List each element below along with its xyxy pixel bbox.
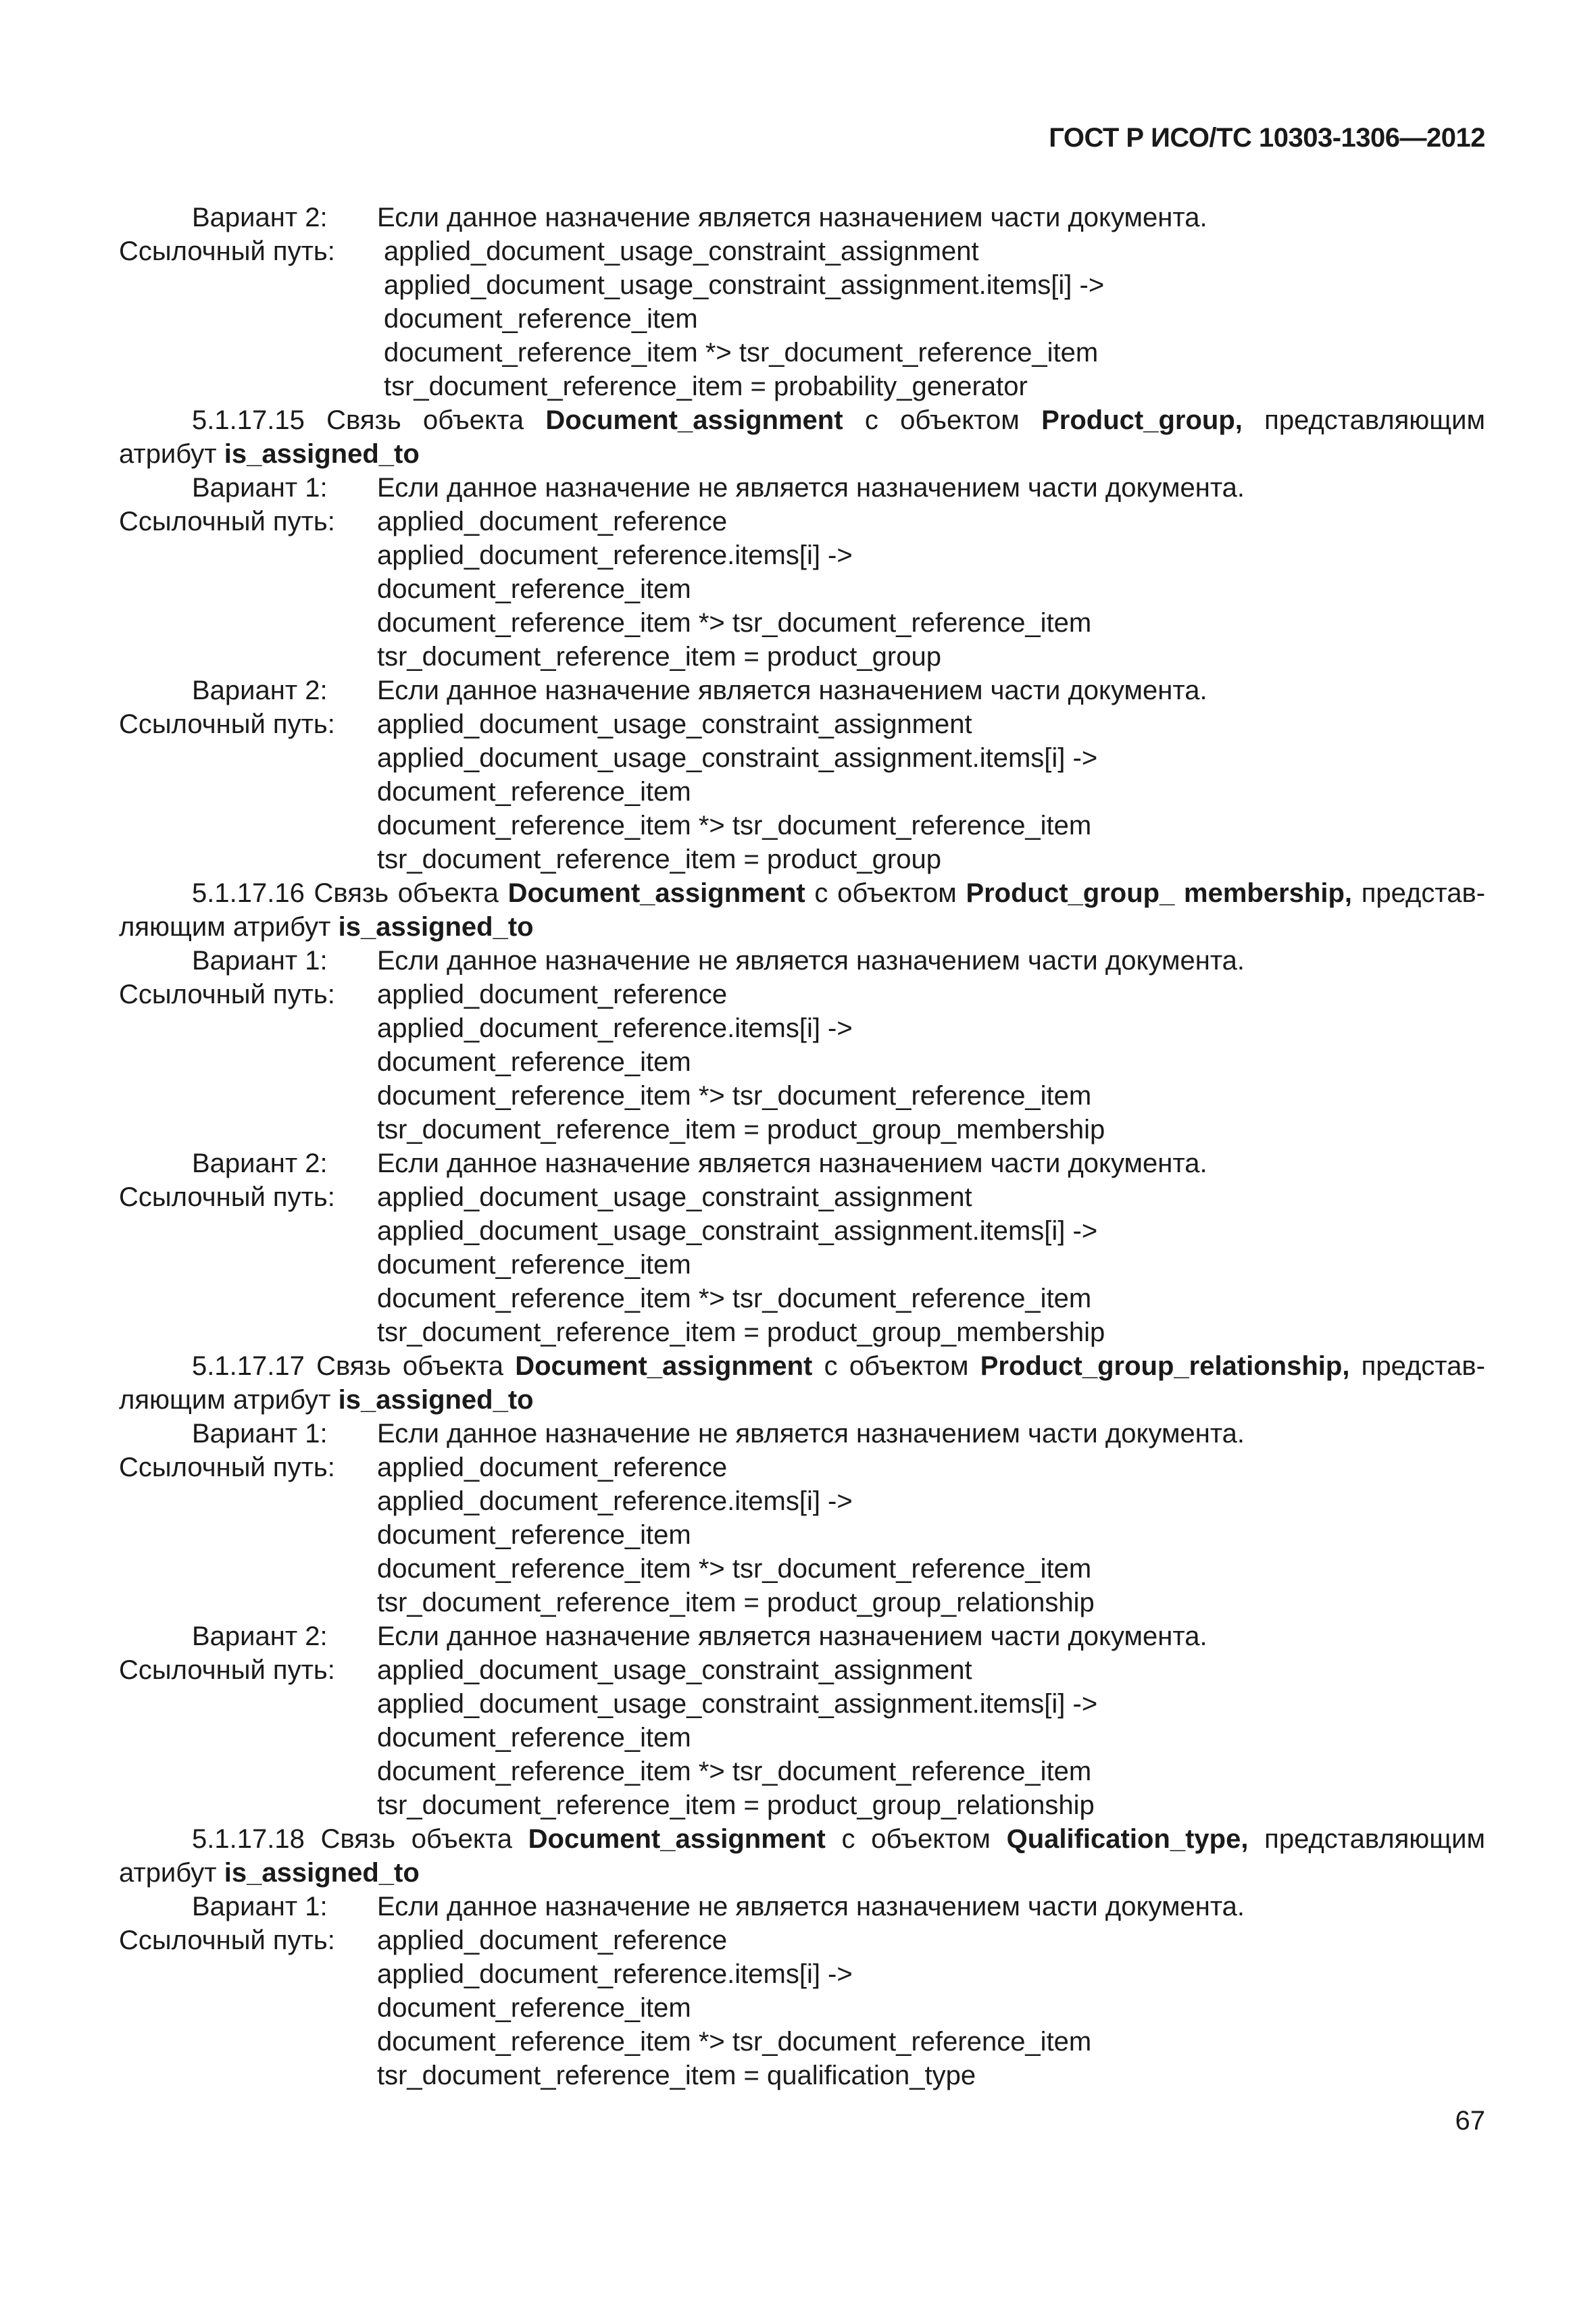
path-line bbox=[119, 606, 1485, 640]
section-text: с объектом bbox=[805, 878, 966, 908]
variant-label: Вариант 2: bbox=[192, 1621, 328, 1651]
section-number: 5.1.17.16 bbox=[192, 878, 305, 908]
section-heading bbox=[119, 1822, 1485, 1856]
section-text: ляющим атрибут bbox=[119, 1385, 339, 1415]
path-line bbox=[119, 1552, 1485, 1586]
path-text: applied_document_reference bbox=[377, 980, 728, 1009]
variant-label: Вариант 2: bbox=[192, 1149, 328, 1178]
section-heading-cont bbox=[119, 910, 1485, 944]
path-line bbox=[119, 842, 1485, 876]
path-label: Ссылочный путь: bbox=[119, 980, 335, 1009]
path-line bbox=[119, 1315, 1485, 1349]
path-text: applied_document_reference.items[i] -> bbox=[377, 540, 853, 570]
path-text: document_reference_item bbox=[377, 1723, 691, 1753]
path-label: Ссылочный путь: bbox=[119, 709, 335, 739]
path-line bbox=[119, 1991, 1485, 2025]
path-line bbox=[119, 1788, 1485, 1822]
path-line bbox=[119, 2059, 1485, 2092]
path-text: tsr_document_reference_item = probability_generator bbox=[384, 372, 1028, 401]
path-text: document_reference_item bbox=[377, 1993, 691, 2023]
path-text: applied_document_reference bbox=[377, 507, 728, 536]
path-text: tsr_document_reference_item = product_group_membership bbox=[377, 1317, 1105, 1347]
path-text: applied_document_usage_constraint_assignment.items[i] -> bbox=[377, 1689, 1098, 1719]
path-line bbox=[119, 1214, 1485, 1248]
variant-text: Если данное назначение не является назначением части документа. bbox=[377, 946, 1245, 976]
path-line bbox=[119, 1451, 1485, 1484]
path-line bbox=[119, 741, 1485, 775]
path-text: document_reference_item *> tsr_document_reference_item bbox=[377, 1554, 1092, 1584]
path-text: tsr_document_reference_item = product_group bbox=[377, 845, 941, 874]
path-text: applied_document_usage_constraint_assignment.items[i] -> bbox=[384, 270, 1105, 300]
path-label: Ссылочный путь: bbox=[119, 1453, 335, 1482]
path-text: applied_document_reference.items[i] -> bbox=[377, 1959, 853, 1989]
entity-name: Document_assignment bbox=[507, 878, 805, 908]
variant-label: Вариант 1: bbox=[192, 1419, 328, 1449]
variant-text: Если данное назначение не является назначением части документа. bbox=[377, 1892, 1245, 1921]
path-text: applied_document_reference bbox=[377, 1453, 728, 1482]
path-line bbox=[119, 707, 1485, 741]
path-text: tsr_document_reference_item = product_group bbox=[377, 642, 941, 672]
page-number: 67 bbox=[1455, 2106, 1485, 2136]
variant-line bbox=[119, 1417, 1485, 1451]
path-line bbox=[119, 1687, 1485, 1721]
path-text: applied_document_usage_constraint_assignment bbox=[377, 709, 972, 739]
section-heading bbox=[119, 403, 1485, 437]
path-text: tsr_document_reference_item = product_group_membership bbox=[377, 1115, 1105, 1145]
section-text: с объектом bbox=[825, 1824, 1007, 1854]
path-line bbox=[119, 505, 1485, 538]
attribute-name: is_assigned_to bbox=[338, 1385, 534, 1415]
section-text: представляющим bbox=[1248, 1824, 1485, 1854]
variant-text: Если данное назначение является назначением части документа. bbox=[377, 676, 1207, 705]
entity-name: Document_assignment bbox=[528, 1824, 826, 1854]
path-line bbox=[119, 2025, 1485, 2059]
path-line bbox=[119, 268, 1485, 302]
section-heading-cont bbox=[119, 437, 1485, 471]
entity-name: Document_assignment bbox=[545, 405, 843, 435]
section-heading-cont bbox=[119, 1856, 1485, 1890]
variant-label: Вариант 2: bbox=[192, 203, 328, 232]
path-line bbox=[119, 302, 1485, 336]
variant-text: Если данное назначение не является назначением части документа. bbox=[377, 1419, 1245, 1449]
attribute-name: is_assigned_to bbox=[224, 439, 420, 469]
path-label: Ссылочный путь: bbox=[119, 507, 335, 536]
path-text: document_reference_item *> tsr_document_reference_item bbox=[377, 608, 1092, 638]
path-line bbox=[119, 1045, 1485, 1079]
path-text: document_reference_item bbox=[377, 1047, 691, 1077]
section-text: Связь объекта bbox=[314, 878, 508, 908]
path-text: applied_document_usage_constraint_assignment.items[i] -> bbox=[377, 1216, 1098, 1246]
section-text: Связь объекта bbox=[320, 1824, 528, 1854]
path-text: applied_document_usage_constraint_assignment.items[i] -> bbox=[377, 743, 1098, 773]
path-line bbox=[119, 1721, 1485, 1755]
document-body bbox=[119, 201, 1485, 2092]
path-line bbox=[119, 1079, 1485, 1113]
section-text: атрибут bbox=[119, 1858, 224, 1888]
path-text: document_reference_item *> tsr_document_reference_item bbox=[377, 1081, 1092, 1111]
entity-name: Product_group_ membership, bbox=[966, 878, 1353, 908]
path-label: Ссылочный путь: bbox=[119, 1182, 335, 1212]
path-line bbox=[119, 1755, 1485, 1788]
path-line bbox=[119, 538, 1485, 572]
variant-text: Если данное назначение является назначением части документа. bbox=[377, 1149, 1207, 1178]
path-line bbox=[119, 1957, 1485, 1991]
entity-name: Document_assignment bbox=[515, 1351, 813, 1381]
path-text: document_reference_item bbox=[377, 1250, 691, 1280]
section-text: Связь объекта bbox=[316, 1351, 516, 1381]
variant-text: Если данное назначение не является назначением части документа. bbox=[377, 473, 1245, 503]
path-text: document_reference_item bbox=[384, 304, 698, 334]
path-line bbox=[119, 1653, 1485, 1687]
variant-label: Вариант 1: bbox=[192, 1892, 328, 1921]
path-line bbox=[119, 1923, 1485, 1957]
path-line bbox=[119, 370, 1485, 403]
section-number: 5.1.17.15 bbox=[192, 405, 305, 435]
variant-label: Вариант 1: bbox=[192, 946, 328, 976]
section-text: представ- bbox=[1349, 1351, 1485, 1381]
path-text: tsr_document_reference_item = qualification_type bbox=[377, 2061, 976, 2090]
path-label: Ссылочный путь: bbox=[119, 236, 335, 266]
variant-line bbox=[119, 1147, 1485, 1180]
section-text: Связь объекта bbox=[326, 405, 546, 435]
path-text: applied_document_reference bbox=[377, 1926, 728, 1955]
path-text: applied_document_reference.items[i] -> bbox=[377, 1013, 853, 1043]
section-text: ляющим атрибут bbox=[119, 912, 339, 942]
path-line bbox=[119, 1282, 1485, 1315]
path-text: applied_document_usage_constraint_assignment bbox=[377, 1655, 972, 1685]
variant-line bbox=[119, 471, 1485, 505]
path-text: applied_document_reference.items[i] -> bbox=[377, 1486, 853, 1516]
path-line bbox=[119, 1180, 1485, 1214]
section-text: атрибут bbox=[119, 439, 224, 469]
variant-label: Вариант 2: bbox=[192, 676, 328, 705]
path-line bbox=[119, 1248, 1485, 1282]
path-text: tsr_document_reference_item = product_group_relationship bbox=[377, 1790, 1095, 1820]
variant-label: Вариант 1: bbox=[192, 473, 328, 503]
variant-line bbox=[119, 674, 1485, 707]
section-text: с объектом bbox=[812, 1351, 980, 1381]
section-heading bbox=[119, 1349, 1485, 1383]
variant-line bbox=[119, 201, 1485, 234]
path-line bbox=[119, 1484, 1485, 1518]
section-text: представляющим bbox=[1242, 405, 1485, 435]
path-line bbox=[119, 1518, 1485, 1552]
path-line bbox=[119, 1586, 1485, 1619]
path-line bbox=[119, 640, 1485, 674]
section-heading bbox=[119, 876, 1485, 910]
section-number: 5.1.17.17 bbox=[192, 1351, 305, 1381]
section-text: представ- bbox=[1352, 878, 1486, 908]
path-line bbox=[119, 1113, 1485, 1147]
variant-line bbox=[119, 1619, 1485, 1653]
path-text: document_reference_item *> tsr_document_reference_item bbox=[377, 1757, 1092, 1786]
path-text: document_reference_item *> tsr_document_reference_item bbox=[377, 2027, 1092, 2057]
section-heading-cont bbox=[119, 1383, 1485, 1417]
variant-text: Если данное назначение является назначением части документа. bbox=[377, 203, 1207, 232]
path-line bbox=[119, 809, 1485, 842]
entity-name: Qualification_type, bbox=[1006, 1824, 1249, 1854]
entity-name: Product_group, bbox=[1041, 405, 1243, 435]
path-line bbox=[119, 775, 1485, 809]
variant-text: Если данное назначение является назначением части документа. bbox=[377, 1621, 1207, 1651]
path-text: document_reference_item *> tsr_document_reference_item bbox=[377, 811, 1092, 840]
path-text: document_reference_item bbox=[377, 777, 691, 807]
path-text: document_reference_item *> tsr_document_reference_item bbox=[384, 338, 1099, 368]
document-header: ГОСТ Р ИСО/ТС 10303-1306—2012 bbox=[1049, 123, 1485, 153]
path-line bbox=[119, 978, 1485, 1011]
entity-name: Product_group_relationship, bbox=[980, 1351, 1350, 1381]
variant-line bbox=[119, 1890, 1485, 1923]
path-text: applied_document_usage_constraint_assignment bbox=[377, 1182, 972, 1212]
path-text: document_reference_item bbox=[377, 574, 691, 604]
variant-line bbox=[119, 944, 1485, 978]
attribute-name: is_assigned_to bbox=[338, 912, 534, 942]
path-label: Ссылочный путь: bbox=[119, 1926, 335, 1955]
path-text: applied_document_usage_constraint_assignment bbox=[384, 236, 979, 266]
path-line bbox=[119, 1011, 1485, 1045]
path-text: document_reference_item bbox=[377, 1520, 691, 1550]
attribute-name: is_assigned_to bbox=[224, 1858, 420, 1888]
path-line bbox=[119, 572, 1485, 606]
path-line bbox=[119, 234, 1485, 268]
section-text: с объектом bbox=[843, 405, 1042, 435]
path-line bbox=[119, 336, 1485, 370]
path-text: tsr_document_reference_item = product_group_relationship bbox=[377, 1588, 1095, 1617]
section-number: 5.1.17.18 bbox=[192, 1824, 305, 1854]
path-label: Ссылочный путь: bbox=[119, 1655, 335, 1685]
path-text: document_reference_item *> tsr_document_reference_item bbox=[377, 1284, 1092, 1313]
